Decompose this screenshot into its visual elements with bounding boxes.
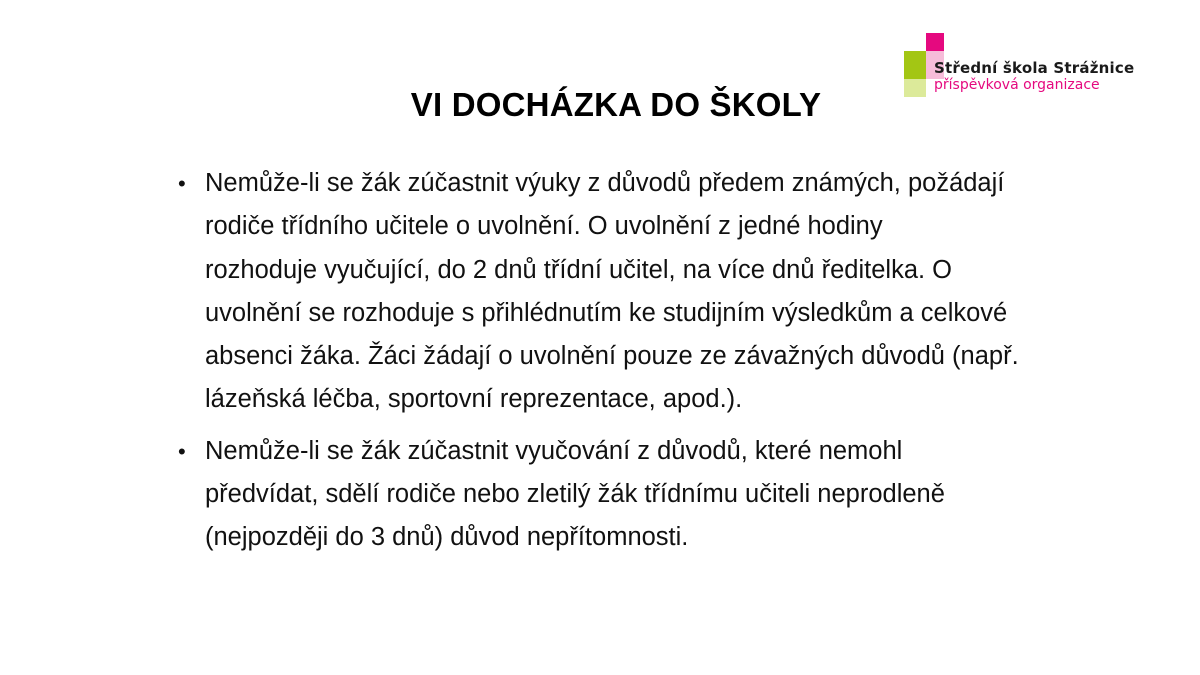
logo-school-name: Střední škola Strážnice [934, 59, 1135, 77]
bullet-1-line-6: lázeňská léčba, sportovní reprezentace, apod.). [205, 385, 743, 414]
bullet-2-line-1: Nemůže-li se žák zúčastnit vyučování z důvodů, které nemohl [205, 436, 903, 465]
bullet-1-line-3: rozhoduje vyučující, do 2 dnů třídní učitel, na více dnů ředitelka. O [205, 255, 953, 284]
slide-title: VI DOCHÁZKA DO ŠKOLY [410, 86, 822, 123]
bullet-1-line-4: uvolnění se rozhoduje s přihlédnutím ke studijním výsledkům a celkové [205, 298, 1008, 327]
bullet-dot-icon: • [178, 171, 186, 196]
bullet-list [178, 162, 1148, 568]
logo-school-subtitle: příspěvková organizace [934, 77, 1100, 93]
bullet-dot-icon: • [178, 438, 186, 464]
bullet-1-line-1: Nemůže-li se žák zúčastnit výuky z důvodů předem známých, požádají [205, 169, 1005, 197]
logo-square-pink [926, 33, 944, 51]
bullet-item-2 [178, 430, 1148, 560]
bullet-2-line-3: (nejpozději do 3 dnů) důvod nepřítomnosti. [205, 523, 689, 552]
bullet-1-line-2: rodiče třídního učitele o uvolnění. O uvolnění z jedné hodiny [205, 212, 883, 241]
bullet-1-line-5: absenci žáka. Žáci žádají o uvolnění pouze ze závažných důvodů (např. [205, 342, 1019, 371]
bullet-2-line-2: předvídat, sdělí rodiče nebo zletilý žák třídnímu učiteli neprodleně [205, 480, 945, 509]
logo-square-green [904, 51, 926, 79]
bullet-item-1 [178, 162, 1148, 422]
